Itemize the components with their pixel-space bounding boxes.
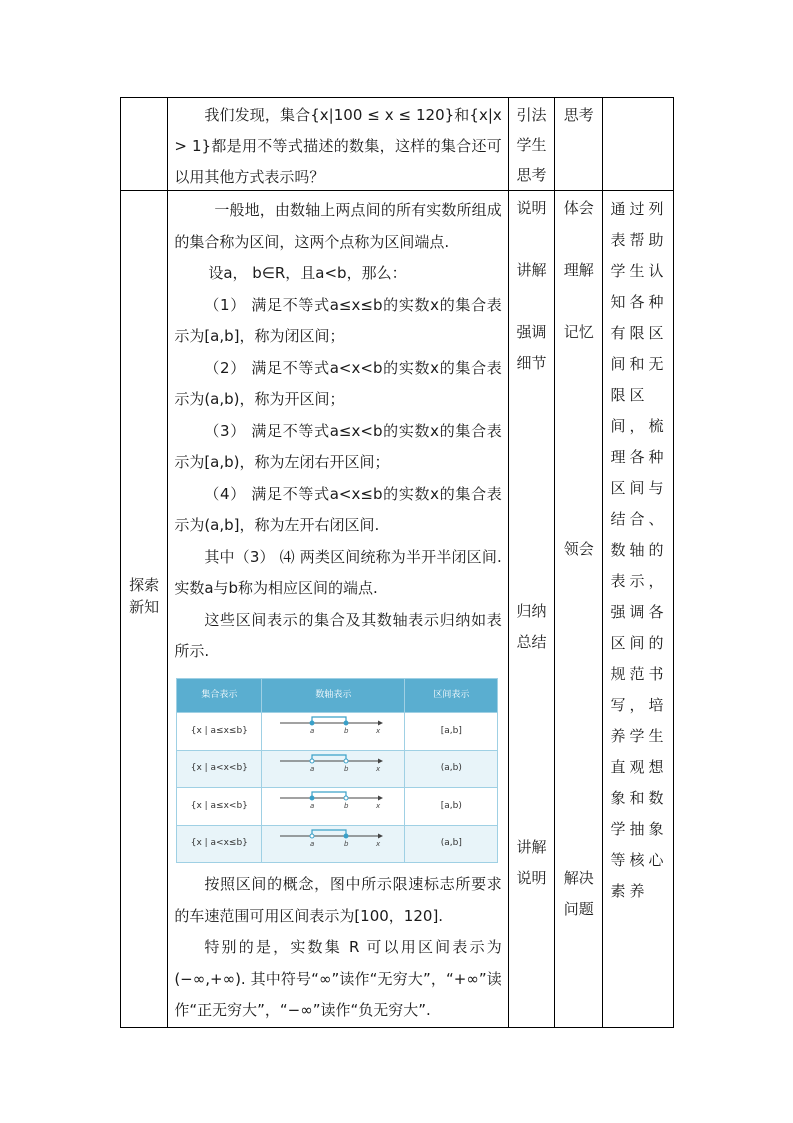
number-line-diagram [278,713,388,735]
interval-row [177,750,498,788]
purpose-cell [603,191,674,1028]
left-endpoint [310,796,314,800]
teacher-activity-line: 归纳 [516,602,547,620]
number-line-diagram [278,751,388,773]
teacher-activity-cell [508,98,554,191]
teacher-activity-line: 学生 [516,136,547,154]
right-endpoint [344,721,348,725]
axis-label-a: a [310,764,315,773]
set-notation: {x | a<x<b} [177,750,262,788]
header-number-line: 数轴表示 [262,678,405,713]
student-activity-cell [555,191,603,1028]
speed-limit-paragraph: 按照区间的概念，图中所示限速标志所要求的车速范围可用区间表示为[100，120]. [174,875,502,925]
axis-arrow [378,758,383,763]
number-line-cell [262,713,405,751]
right-endpoint [344,834,348,838]
axis-label-a: a [310,727,315,735]
student-activity-line: 领会 [563,540,594,558]
teacher-activity-cell [508,191,554,1028]
number-line-diagram [278,788,388,810]
right-endpoint [344,796,348,800]
interval-notation: (a,b] [405,825,498,863]
interval-bracket [312,792,346,798]
axis-label-x: x [376,764,381,773]
header-set: 集合表示 [177,678,262,713]
interval-bracket [312,830,346,836]
teacher-activity-line: 讲解 [516,838,547,856]
axis-label-b: b [344,764,349,773]
axis-label-x: x [376,802,381,810]
left-closed-right-open-paragraph: （3） 满足不等式a≤x<b的实数x的集合表示为[a,b)，称为左闭右开区间； [174,421,502,471]
teaching-purpose-text: 通过列表帮助学生认知各种有限区间和无限区间，梳理各种区间与结合、数轴的表示，强调各区间的规范书写，培养学生直观想象和数学抽象等核心素养 [610,200,668,900]
closed-interval-paragraph: （1） 满足不等式a≤x≤b的实数x的集合表示为[a,b]，称为闭区间； [174,295,502,345]
table-row [121,98,674,191]
set-notation: {x | a≤x<b} [177,788,262,826]
axis-arrow [378,721,383,726]
student-activity-cell [555,98,603,191]
infinity-paragraph: 特别的是，实数集 R 可以用区间表示为(−∞,+∞). 其中符号“∞”读作“无穷大”，“+∞”读作“正无穷大”，“−∞”读作“负无穷大”. [174,938,502,1019]
setup-paragraph: 设a， b∈R，且a<b，那么： [208,264,407,282]
right-endpoint [344,759,348,763]
teacher-activity-line: 细节 [516,354,547,372]
axis-arrow [378,796,383,801]
stage-label: 探索新知 [129,576,160,616]
interval-row [177,713,498,751]
number-line-diagram [278,826,388,848]
set-notation: {x | a≤x≤b} [177,713,262,751]
axis-label-a: a [310,802,315,810]
axis-label-x: x [376,727,381,735]
axis-arrow [378,833,383,838]
content-cell [168,98,508,191]
left-endpoint [310,759,314,763]
teacher-activity-line: 强调 [516,323,547,341]
interval-row [177,825,498,863]
student-activity-line: 问题 [563,900,594,918]
interval-bracket [312,717,346,723]
left-endpoint [310,834,314,838]
interval-notation: (a,b) [405,750,498,788]
number-line-cell [262,750,405,788]
number-line-cell [262,788,405,826]
definition-paragraph: 一般地，由数轴上两点间的所有实数所组成的集合称为区间，这两个点称为区间端点. [174,201,502,251]
teacher-activity-line: 说明 [516,199,547,217]
table-row [121,191,674,1028]
student-activity-line: 体会 [563,199,594,217]
teacher-activity-line: 思考 [516,166,547,184]
interval-notation: [a,b] [405,713,498,751]
student-activity-line: 理解 [563,261,594,279]
interval-bracket [312,755,346,761]
summary-paragraph: 这些区间表示的集合及其数轴表示归纳如表所示. [174,610,502,660]
content-cell [168,191,508,1028]
question-text: 我们发现，集合{x|100 ≤ x ≤ 120}和{x|x > 1}都是用不等式描述的数集，这样的集合还可以用其他方式表示吗？ [174,106,502,186]
interval-summary-table [176,678,498,864]
teacher-activity-line: 总结 [516,633,547,651]
stage-cell-empty [121,98,168,191]
interval-row [177,788,498,826]
set-notation: {x | a<x≤b} [177,825,262,863]
teacher-activity-line: 引法 [516,106,547,124]
student-activity-line: 记忆 [563,323,594,341]
teacher-activity-line: 说明 [516,869,547,887]
axis-label-b: b [344,727,349,735]
axis-label-b: b [344,802,349,810]
student-activity-line: 思考 [563,106,594,124]
axis-label-x: x [376,839,381,848]
stage-cell [121,191,168,1028]
interval-notation: [a,b) [405,788,498,826]
left-endpoint [310,721,314,725]
half-open-paragraph: 其中（3） ⑷ 两类区间统称为半开半闭区间. 实数a与b称为相应区间的端点. [174,547,502,597]
open-interval-paragraph: （2） 满足不等式a<x<b的实数x的集合表示为(a,b)，称为开区间； [174,358,502,408]
axis-label-a: a [310,839,315,848]
lesson-plan-table [120,97,674,1028]
student-activity-line: 解决 [563,869,594,887]
left-open-right-closed-paragraph: （4） 满足不等式a<x≤b的实数x的集合表示为(a,b]，称为左开右闭区间. [174,484,502,534]
number-line-cell [262,825,405,863]
teacher-activity-line: 讲解 [516,261,547,279]
purpose-cell-empty [603,98,674,191]
axis-label-b: b [344,839,349,848]
header-interval: 区间表示 [405,678,498,713]
